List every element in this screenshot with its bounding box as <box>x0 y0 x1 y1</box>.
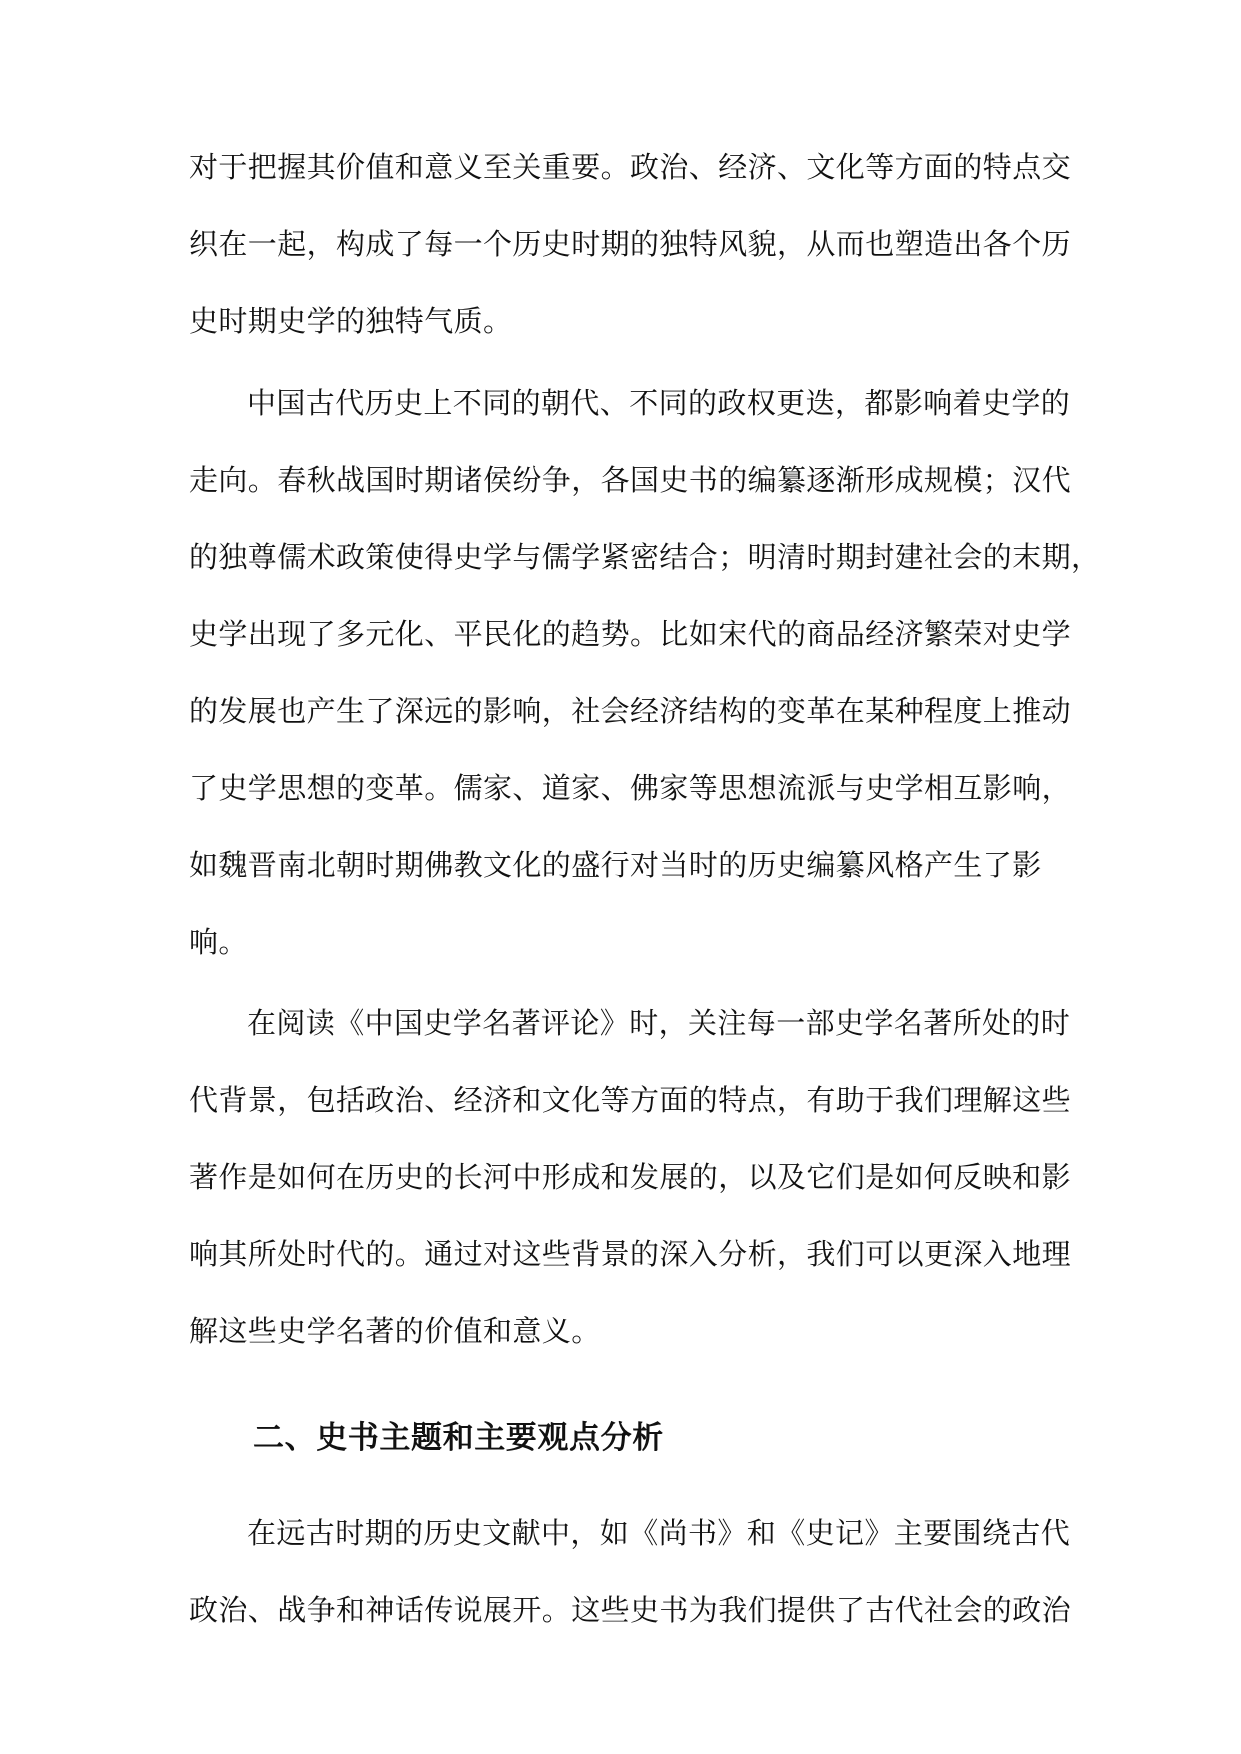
paragraph-line: 响。 <box>189 925 248 959</box>
paragraph-line: 织在一起，构成了每一个历史时期的独特风貌，从而也塑造出各个历 <box>189 227 1072 261</box>
paragraph-first-line: 中国古代历史上不同的朝代、不同的政权更迭，都影响着史学的 <box>247 386 1071 420</box>
paragraph-line: 如魏晋南北朝时期佛教文化的盛行对当时的历史编纂风格产生了影 <box>189 848 1042 882</box>
paragraph-first-line: 在远古时期的历史文献中，如《尚书》和《史记》主要围绕古代 <box>247 1516 1071 1550</box>
section-heading: 二、史书主题和主要观点分析 <box>253 1420 664 1456</box>
paragraph-first-line: 在阅读《中国史学名著评论》时，关注每一部史学名著所处的时 <box>247 1006 1071 1040</box>
paragraph-line: 史学出现了多元化、平民化的趋势。比如宋代的商品经济繁荣对史学 <box>189 617 1072 651</box>
paragraph-line: 代背景，包括政治、经济和文化等方面的特点，有助于我们理解这些 <box>189 1083 1072 1117</box>
paragraph-line: 响其所处时代的。通过对这些背景的深入分析，我们可以更深入地理 <box>189 1237 1072 1271</box>
paragraph-line: 对于把握其价值和意义至关重要。政治、经济、文化等方面的特点交 <box>189 150 1072 184</box>
paragraph-line: 了史学思想的变革。儒家、道家、佛家等思想流派与史学相互影响， <box>189 771 1072 805</box>
paragraph-line: 走向。春秋战国时期诸侯纷争，各国史书的编纂逐渐形成规模；汉代 <box>189 463 1072 497</box>
paragraph-line: 的独尊儒术政策使得史学与儒学紧密结合；明清时期封建社会的末期， <box>189 540 1101 574</box>
paragraph-line: 著作是如何在历史的长河中形成和发展的，以及它们是如何反映和影 <box>189 1160 1072 1194</box>
paragraph-line: 的发展也产生了深远的影响，社会经济结构的变革在某种程度上推动 <box>189 694 1072 728</box>
paragraph-line: 解这些史学名著的价值和意义。 <box>189 1314 601 1348</box>
paragraph-line: 史时期史学的独特气质。 <box>189 304 513 338</box>
paragraph-line: 政治、战争和神话传说展开。这些史书为我们提供了古代社会的政治 <box>189 1593 1072 1627</box>
